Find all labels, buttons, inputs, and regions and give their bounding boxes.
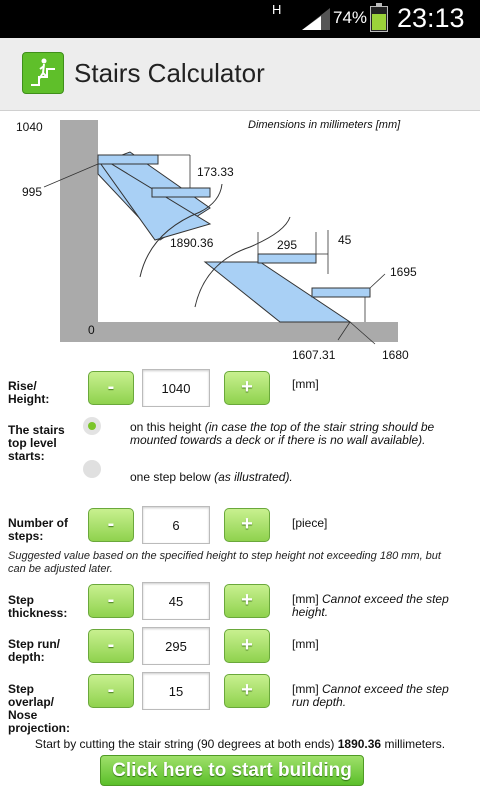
run-minus-button[interactable]: - [88,629,134,663]
overlap-minus-button[interactable]: - [88,674,134,708]
step-top [98,155,158,164]
overlap-plus-button[interactable]: + [224,674,270,708]
overlap-unit [292,683,462,709]
run-label: Step run/ depth: [8,637,61,664]
battery-percent: 74% [333,8,368,27]
thickness-minus-button[interactable]: - [88,584,134,618]
result-prefix: Start by cutting the stair string (90 degrees at both ends) [34,737,335,751]
run-plus-button[interactable]: + [224,629,270,663]
thickness-plus-button[interactable]: + [224,584,270,618]
battery-icon [370,6,388,32]
run-input[interactable] [142,627,210,665]
app-title: Stairs Calculator [74,58,265,88]
run-unit: [mm] [292,637,319,651]
step-2 [152,188,210,197]
rise-minus-button[interactable]: - [88,371,134,405]
rise-label: Rise/ Height: [8,379,50,406]
signal-strength-icon [302,8,330,30]
bottom-string-label: 1607.31 [292,348,336,362]
step-run-label: 295 [277,238,298,252]
result-length: 1890.36 [337,737,382,751]
origin-label: 0 [88,323,95,337]
floor [60,322,398,342]
last-step-label: 1695 [390,265,417,279]
network-type-indicator: H [272,2,282,17]
action-bar [0,38,480,111]
rise-unit: [mm] [292,377,319,391]
rise-plus-button[interactable]: + [224,371,270,405]
option-text: one step below [130,470,211,484]
stairs-diagram [0,112,480,367]
clock: 23:13 [397,3,465,33]
overlap-input[interactable] [142,672,210,710]
option-note: (in case the top of the stair string should be mounted towards a deck or if there is no wall available). [130,420,435,447]
top-level-label: The stairs top level starts: [8,423,65,463]
steps-input[interactable] [142,506,210,544]
step-5 [258,254,316,263]
result-text [0,737,480,751]
top-level-radio-step-below[interactable] [83,460,101,478]
steps-plus-button[interactable]: + [224,508,270,542]
unit-note: Cannot exceed the step run depth. [292,682,449,709]
unit-text: [mm] [292,682,319,696]
steps-minus-button[interactable]: - [88,508,134,542]
steps-unit: [piece] [292,516,328,530]
unit-text: [mm] [292,592,319,606]
top-level-option-step-below[interactable] [130,471,460,484]
thickness-input[interactable] [142,582,210,620]
rise-input[interactable] [142,369,210,407]
option-note: (as illustrated). [214,470,293,484]
option-text: on this height [130,420,202,434]
height-label: 1040 [16,120,43,134]
steps-hint: Suggested value based on the specified height to step height not exceeding 180 mm, but can be adjusted later. [8,550,441,575]
diagram-caption: Dimensions in millimeters [mm] [248,119,401,131]
thickness-unit [292,593,462,619]
step-6 [312,288,370,297]
start-building-button[interactable]: Click here to start building [100,755,364,786]
step-thickness-label: 45 [338,233,352,247]
bottom-total-label: 1680 [382,348,409,362]
top-step-label: 995 [22,185,43,199]
string-length-label: 1890.36 [170,236,214,250]
step-rise-label: 173.33 [197,165,234,179]
wall [60,120,98,342]
result-suffix: millimeters. [384,737,446,751]
top-level-option-same-height[interactable] [130,421,460,447]
overlap-label: Step overlap/ Nose projection: [8,682,70,735]
stairs-person-icon[interactable] [22,52,64,94]
unit-note: Cannot exceed the step height. [292,592,449,619]
top-level-radio-same-height[interactable] [83,417,101,435]
steps-label: Number of steps: [8,516,68,543]
status-bar [0,0,480,38]
thickness-label: Step thickness: [8,593,68,620]
